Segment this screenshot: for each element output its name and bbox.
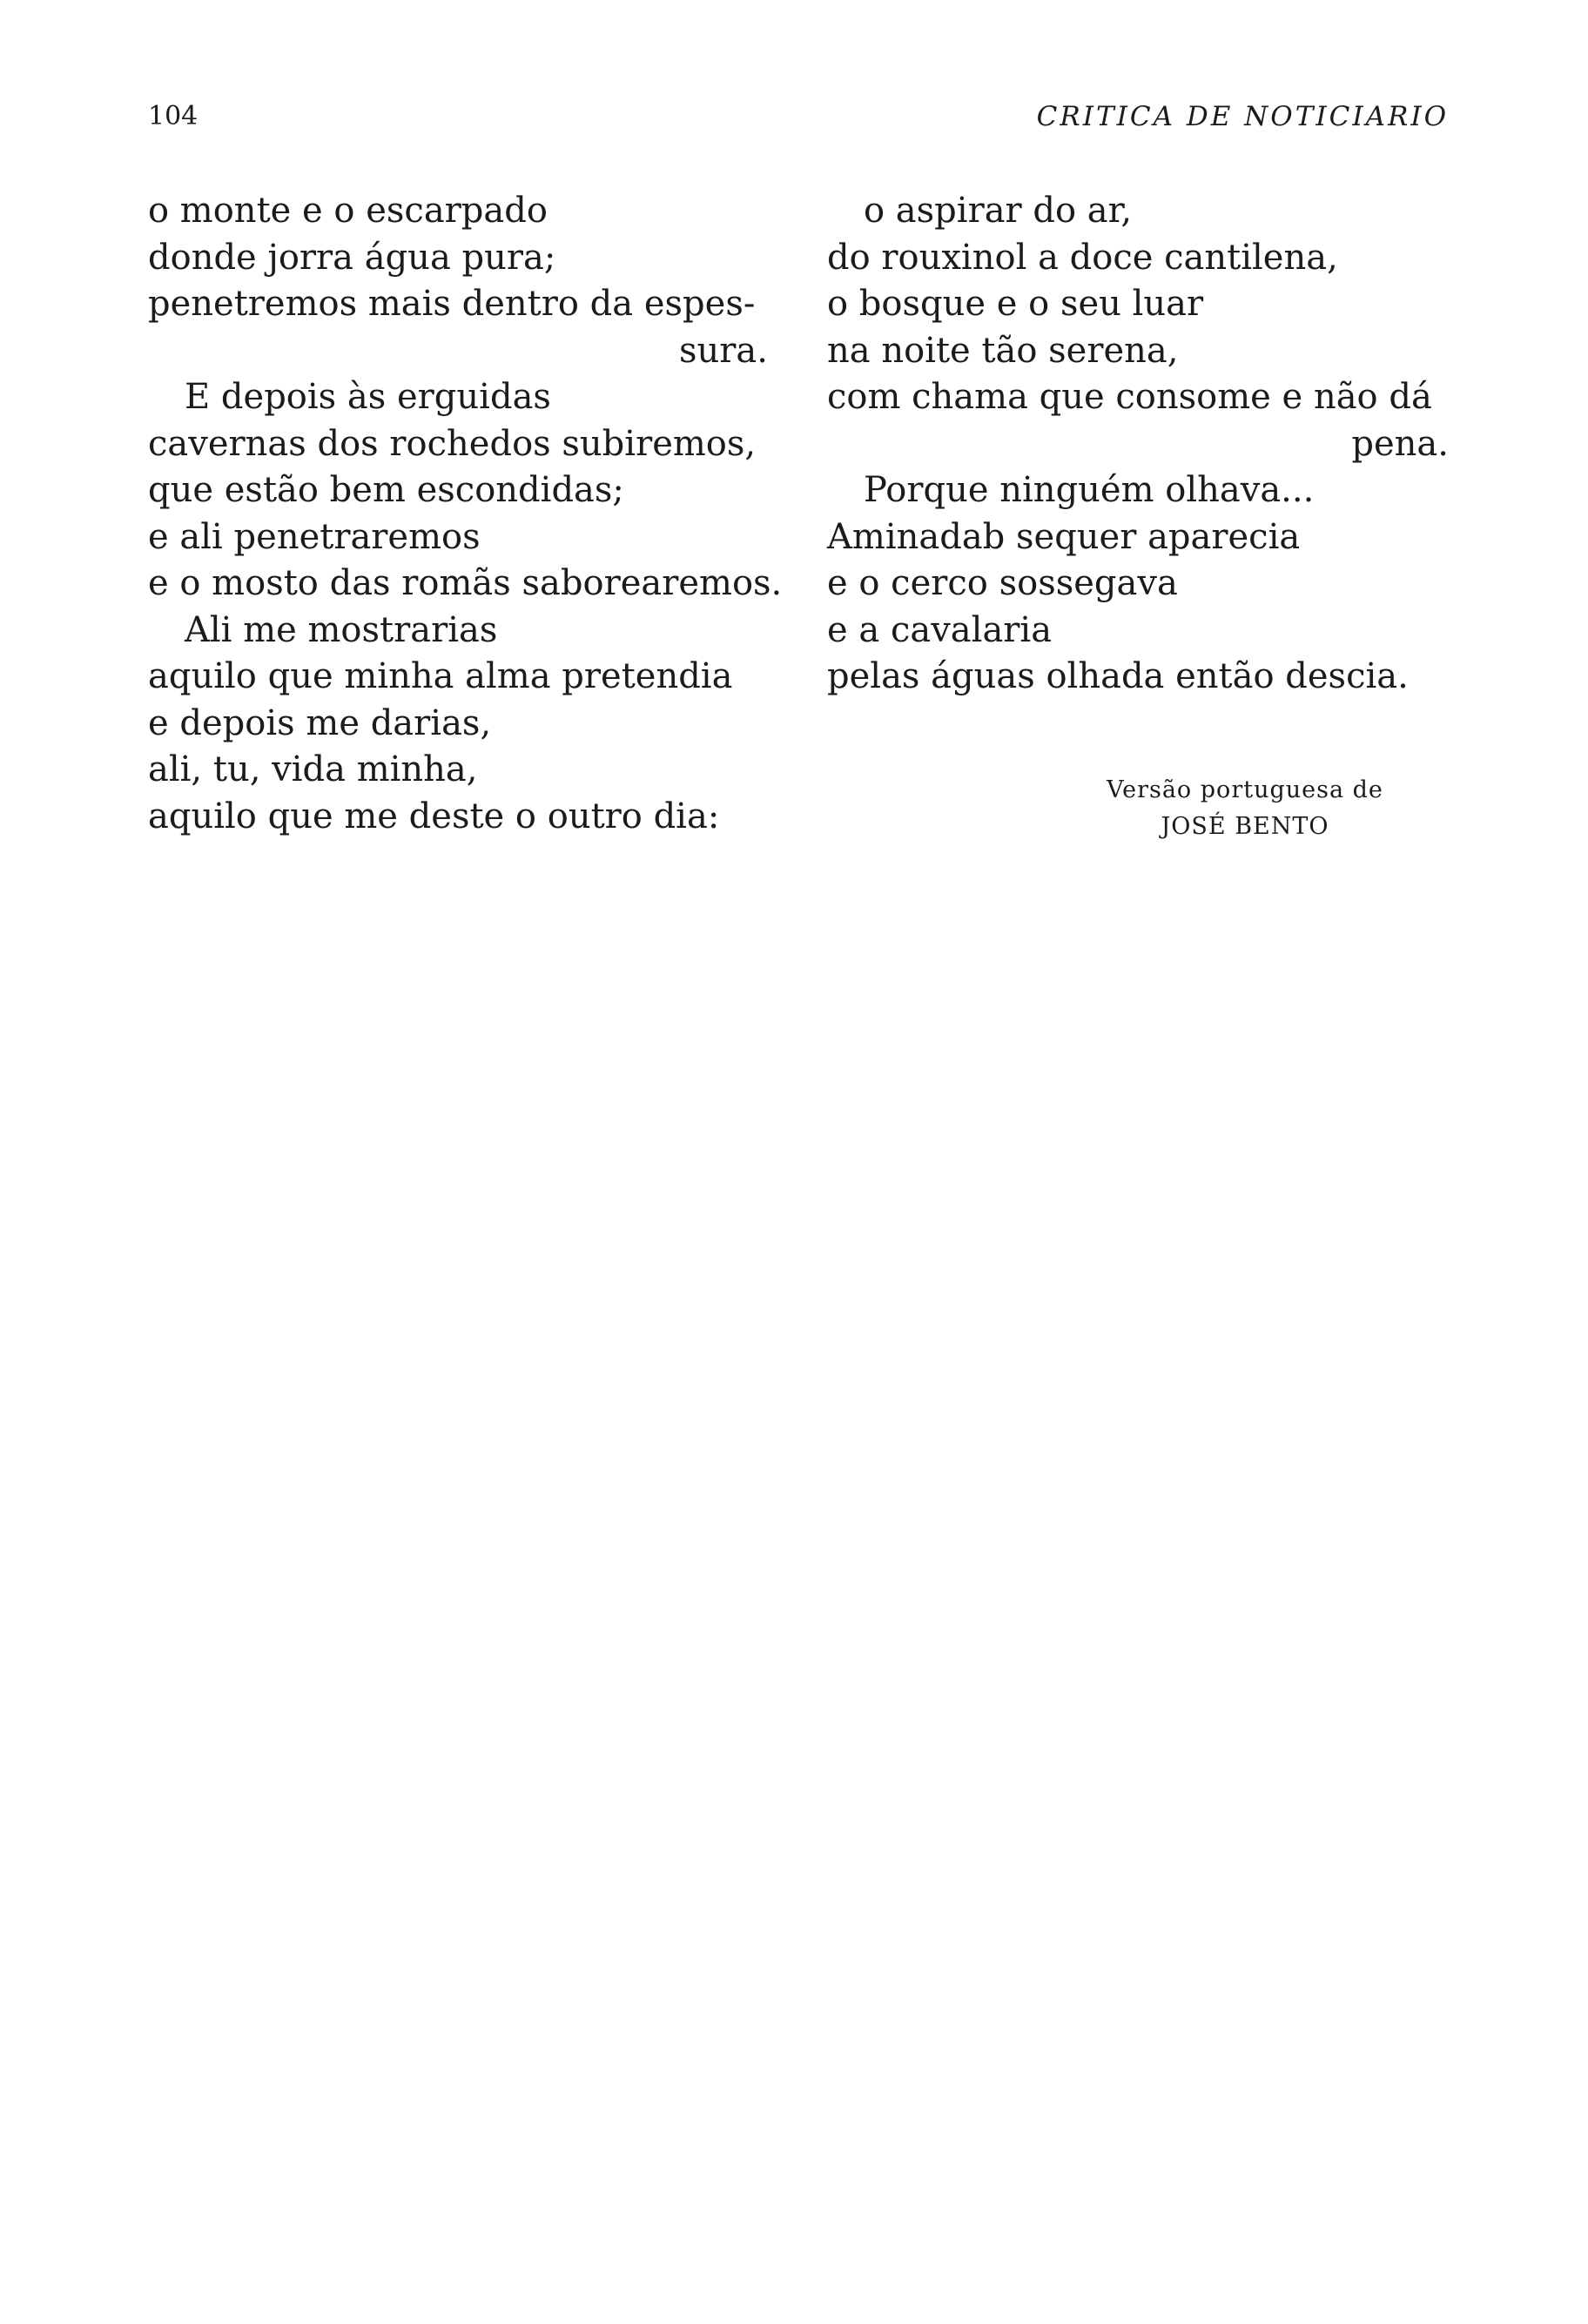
poem-line: Ali me mostrarias: [185, 609, 498, 650]
poem-right-column: [827, 188, 1449, 701]
running-title: CRITICA DE NOTICIARIO: [1036, 101, 1449, 132]
poem-line: Porque ninguém olhava...: [864, 470, 1315, 510]
poem-line: cavernas dos rochedos subiremos,: [148, 423, 757, 464]
poem-line: e o cerco sossegava: [827, 563, 1178, 603]
poem-line: e depois me darias,: [148, 702, 492, 743]
poem-line: e a cavalaria: [827, 609, 1053, 650]
page-number: 104: [148, 101, 198, 131]
poem-line: ali, tu, vida minha,: [148, 749, 478, 789]
poem-line: aquilo que minha alma pretendia: [148, 656, 733, 696]
poem-line: que estão bem escondidas;: [148, 470, 624, 510]
poem-line: Aminadab sequer aparecia: [827, 516, 1301, 557]
poem-line: com chama que consome e não dá: [827, 377, 1432, 417]
poem-line: E depois às erguidas: [185, 377, 551, 417]
poem-line: o monte e o escarpado: [148, 191, 548, 231]
poem-line: penetremos mais dentro da espes-: [148, 284, 756, 324]
poem-line: pelas águas olhada então descia.: [827, 656, 1409, 696]
translation-credit: Versão portuguesa de: [1107, 776, 1383, 803]
translator-name: JOSÉ BENTO: [1161, 813, 1329, 840]
poem-line: pena.: [1351, 423, 1449, 464]
poem-line: o bosque e o seu luar: [827, 284, 1204, 324]
poem-left-column: [148, 188, 783, 840]
poem-line: sura.: [679, 330, 768, 371]
poem-line: e ali penetraremos: [148, 516, 481, 557]
poem-line: aquilo que me deste o outro dia:: [148, 796, 720, 836]
poem-line: e o mosto das romãs saborearemos.: [148, 563, 783, 603]
poem-line: na noite tão serena,: [827, 330, 1179, 371]
poem-line: o aspirar do ar,: [864, 191, 1133, 231]
poem-line: do rouxinol a doce cantilena,: [827, 237, 1338, 278]
poem-line: donde jorra água pura;: [148, 237, 556, 278]
